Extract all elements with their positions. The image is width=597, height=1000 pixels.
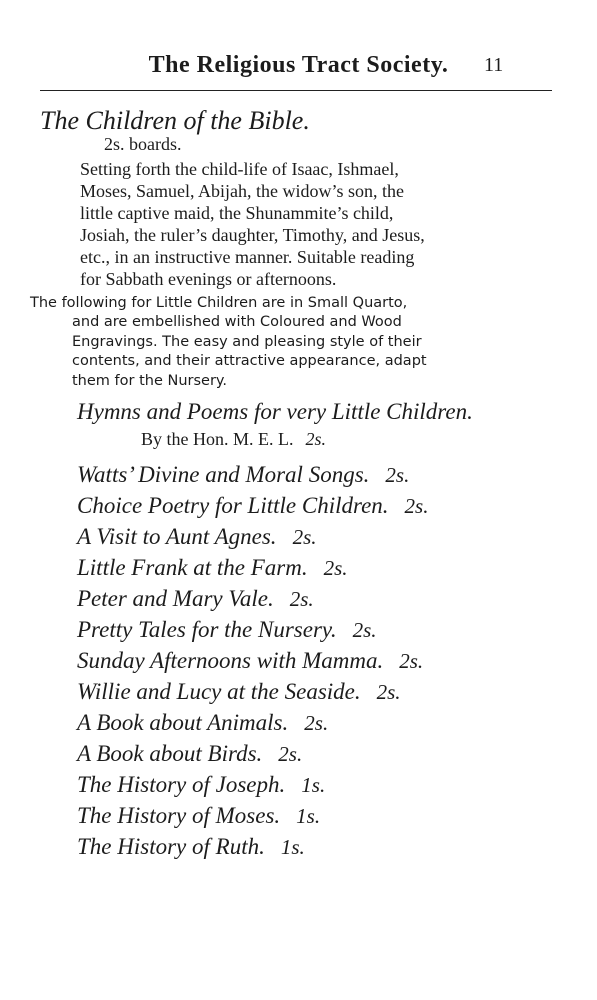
book-list: [77, 396, 473, 862]
book-list-item: [77, 645, 473, 676]
book-price: 2s.: [323, 556, 348, 580]
book-list-item: [77, 490, 473, 521]
description-line: Josiah, the ruler’s daughter, Timothy, and Jesus,: [80, 225, 425, 245]
book-price: 2s.: [289, 587, 314, 611]
book-list-item: [77, 738, 473, 769]
byline-text: By the Hon. M. E. L.: [141, 429, 294, 449]
book-list-item: [77, 707, 473, 738]
book-list-item: [77, 831, 473, 862]
book-price: 1s.: [301, 773, 326, 797]
description-line: Moses, Samuel, Abijah, the widow’s son, the: [80, 181, 404, 201]
book-title: Peter and Mary Vale.: [77, 586, 274, 611]
book-title: A Book about Birds.: [77, 741, 263, 766]
book-title: A Visit to Aunt Agnes.: [77, 524, 277, 549]
book-list-item: [77, 676, 473, 707]
book-price: 2s.: [304, 711, 329, 735]
description-line: etc., in an instructive manner. Suitable reading: [80, 247, 415, 267]
book-title: Pretty Tales for the Nursery.: [77, 617, 337, 642]
book-title: Willie and Lucy at the Seaside.: [77, 679, 361, 704]
book-price: 2s.: [385, 463, 410, 487]
featured-book-title: The Children of the Bible.: [40, 106, 310, 135]
description-line: Setting forth the child-life of Isaac, Ishmael,: [80, 159, 399, 179]
book-title: The History of Ruth.: [77, 834, 265, 859]
book-price: 2s.: [376, 680, 401, 704]
intro-line: them for the Nursery.: [72, 372, 228, 389]
book-price: 1s.: [296, 804, 321, 828]
section-intro: [30, 294, 570, 391]
book-list-item: [77, 614, 473, 645]
book-price: 2s.: [352, 618, 377, 642]
header-rule: [40, 90, 552, 91]
book-title: A Book about Animals.: [77, 710, 289, 735]
book-list-item: [77, 583, 473, 614]
intro-line: and are embellished with Coloured and Wood: [72, 314, 402, 331]
book-price: 2s.: [305, 429, 327, 449]
book-byline: [77, 427, 473, 459]
book-price: 2s.: [404, 494, 429, 518]
intro-line: contents, and their attractive appearance, adapt: [72, 353, 427, 370]
book-title: Hymns and Poems for very Little Children.: [77, 399, 473, 424]
book-list-item: [77, 769, 473, 800]
book-price: 1s.: [280, 835, 305, 859]
book-title: Choice Poetry for Little Children.: [77, 493, 389, 518]
book-list-item: [77, 552, 473, 583]
book-title: Little Frank at the Farm.: [77, 555, 308, 580]
book-list-item: [77, 396, 473, 427]
book-title: The History of Joseph.: [77, 772, 286, 797]
description-line: for Sabbath evenings or afternoons.: [80, 269, 337, 289]
intro-line: The following for Little Children are in Small Quarto,: [30, 295, 408, 311]
description-line: little captive maid, the Shunammite’s child,: [80, 203, 394, 223]
book-price: 2s.: [278, 742, 303, 766]
book-list-item: [77, 459, 473, 490]
intro-line: Engravings. The easy and pleasing style of their: [72, 333, 422, 350]
running-header-title: The Religious Tract Society.: [148, 52, 449, 78]
book-price: 2s.: [399, 649, 424, 673]
book-list-item: [77, 521, 473, 552]
book-title: The History of Moses.: [77, 803, 281, 828]
page-number: 11: [484, 54, 504, 76]
featured-book-price: 2s. boards.: [104, 134, 182, 154]
book-list-item: [77, 800, 473, 831]
book-title: Watts’ Divine and Moral Songs.: [77, 462, 370, 487]
book-title: Sunday Afternoons with Mamma.: [77, 648, 384, 673]
featured-book-description: [80, 158, 500, 290]
book-price: 2s.: [292, 525, 317, 549]
